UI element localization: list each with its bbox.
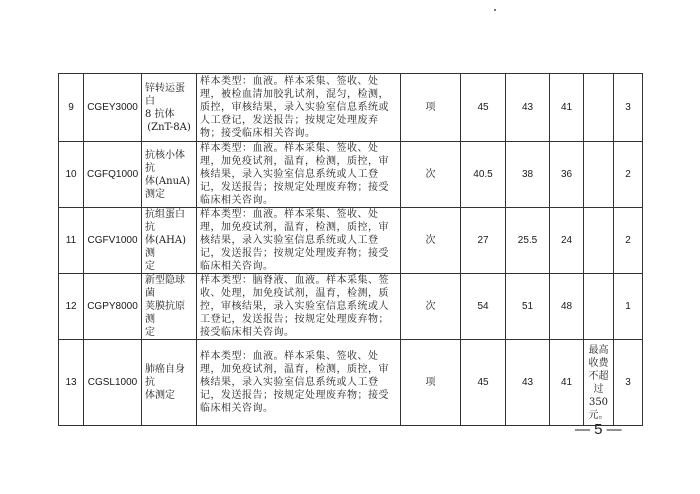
table-row (59, 208, 643, 274)
row-number: 11 (59, 208, 84, 274)
remark (584, 74, 614, 142)
item-description: 样本类型：血液。样本采集、签收、处理，加免疫试剂，温育，检测，质控，审核结果，录入实验室信息系统或人工登记，发送报告；按规定处理废弃物；接受临床相关咨询。 (197, 340, 401, 426)
item-name-line: 抗核小体抗 (145, 149, 185, 174)
item-code: CGEY3000 (84, 74, 142, 142)
table-row (59, 74, 643, 142)
price-level-3: 48 (550, 274, 584, 340)
item-description: 样本类型：脑脊液、血液。样本采集、签收、处理，加免疫试剂，温育，检测，质控，审核结果，录入实验室信息系统或人工登记，发送报告；按规定处理废弃物；接受临床相关咨询。 (197, 274, 401, 340)
unit: 项 (401, 340, 461, 426)
price-level-1: 45 (461, 74, 506, 142)
price-level-2: 43 (506, 340, 550, 426)
item-name-line: 定 (145, 327, 155, 338)
item-name-line: 定 (145, 261, 155, 272)
item-name-line: 体测定 (145, 390, 175, 401)
item-name-line: 新型隐球菌 (145, 275, 185, 299)
item-name-line: 锌转运蛋白 (145, 82, 185, 107)
remark: 最高收费不超过350元。 (584, 340, 614, 426)
item-name-line: (ZnT-8A) (147, 121, 191, 133)
item-name (142, 208, 197, 274)
price-level-1: 54 (461, 274, 506, 340)
item-description: 样本类型：血液。样本采集、签收、处理，加免疫试剂，温育，检测，质控，审核结果，录入实验室信息系统或人工登记，发送报告；按规定处理废弃物；接受临床相关咨询。 (197, 208, 401, 274)
price-level-3: 41 (550, 74, 584, 142)
row-number: 12 (59, 274, 84, 340)
item-name-line: 测定 (145, 188, 165, 200)
price-level-1: 27 (461, 208, 506, 274)
row-number: 9 (59, 74, 84, 142)
scan-speck (494, 9, 496, 11)
price-level-3: 24 (550, 208, 584, 274)
unit: 次 (401, 208, 461, 274)
item-name (142, 274, 197, 340)
remark (584, 208, 614, 274)
page-number: — 5 — (575, 421, 622, 438)
category-value: 3 (614, 74, 643, 142)
price-level-2: 25.5 (506, 208, 550, 274)
category-value: 3 (614, 340, 643, 426)
item-name (142, 74, 197, 142)
item-code: CGFV1000 (84, 208, 142, 274)
price-level-2: 38 (506, 142, 550, 208)
remark (584, 274, 614, 340)
unit: 项 (401, 74, 461, 142)
item-name (142, 142, 197, 208)
table-row (59, 142, 643, 208)
remark (584, 142, 614, 208)
item-code: CGPY8000 (84, 274, 142, 340)
item-name-line: 肺癌自身抗 (145, 364, 185, 388)
item-name-line: 体(AHA)测 (145, 235, 186, 259)
row-number: 13 (59, 340, 84, 426)
row-number: 10 (59, 142, 84, 208)
category-value: 1 (614, 274, 643, 340)
item-description: 样本类型：血液。样本采集、签收、处理，被检血清加胶乳试剂，混匀，检测，质控，审核结果，录入实验室信息系统或人工登记，发送报告；按规定处理废弃物；接受临床相关咨询。 (197, 74, 401, 142)
unit: 次 (401, 142, 461, 208)
price-level-2: 43 (506, 74, 550, 142)
table-row (59, 340, 643, 426)
unit: 次 (401, 274, 461, 340)
item-description: 样本类型：血液。样本采集、签收、处理，加免疫试剂，温育，检测，质控，审核结果，录入实验室信息系统或人工登记，发送报告；按规定处理废弃物；接受临床相关咨询。 (197, 142, 401, 208)
item-code: CGSL1000 (84, 340, 142, 426)
category-value: 2 (614, 208, 643, 274)
item-name (142, 340, 197, 426)
price-level-1: 45 (461, 340, 506, 426)
price-level-2: 51 (506, 274, 550, 340)
item-name-line: 体(AnuA) (145, 175, 191, 187)
item-name-line: 抗组蛋白抗 (145, 209, 185, 233)
table-row (59, 274, 643, 340)
price-level-3: 36 (550, 142, 584, 208)
category-value: 2 (614, 142, 643, 208)
fee-table (58, 73, 643, 426)
item-code: CGFQ1000 (84, 142, 142, 208)
item-name-line: 荚膜抗原测 (145, 301, 185, 325)
price-level-1: 40.5 (461, 142, 506, 208)
price-level-3: 41 (550, 340, 584, 426)
item-name-line: 8 抗体 (145, 108, 175, 120)
